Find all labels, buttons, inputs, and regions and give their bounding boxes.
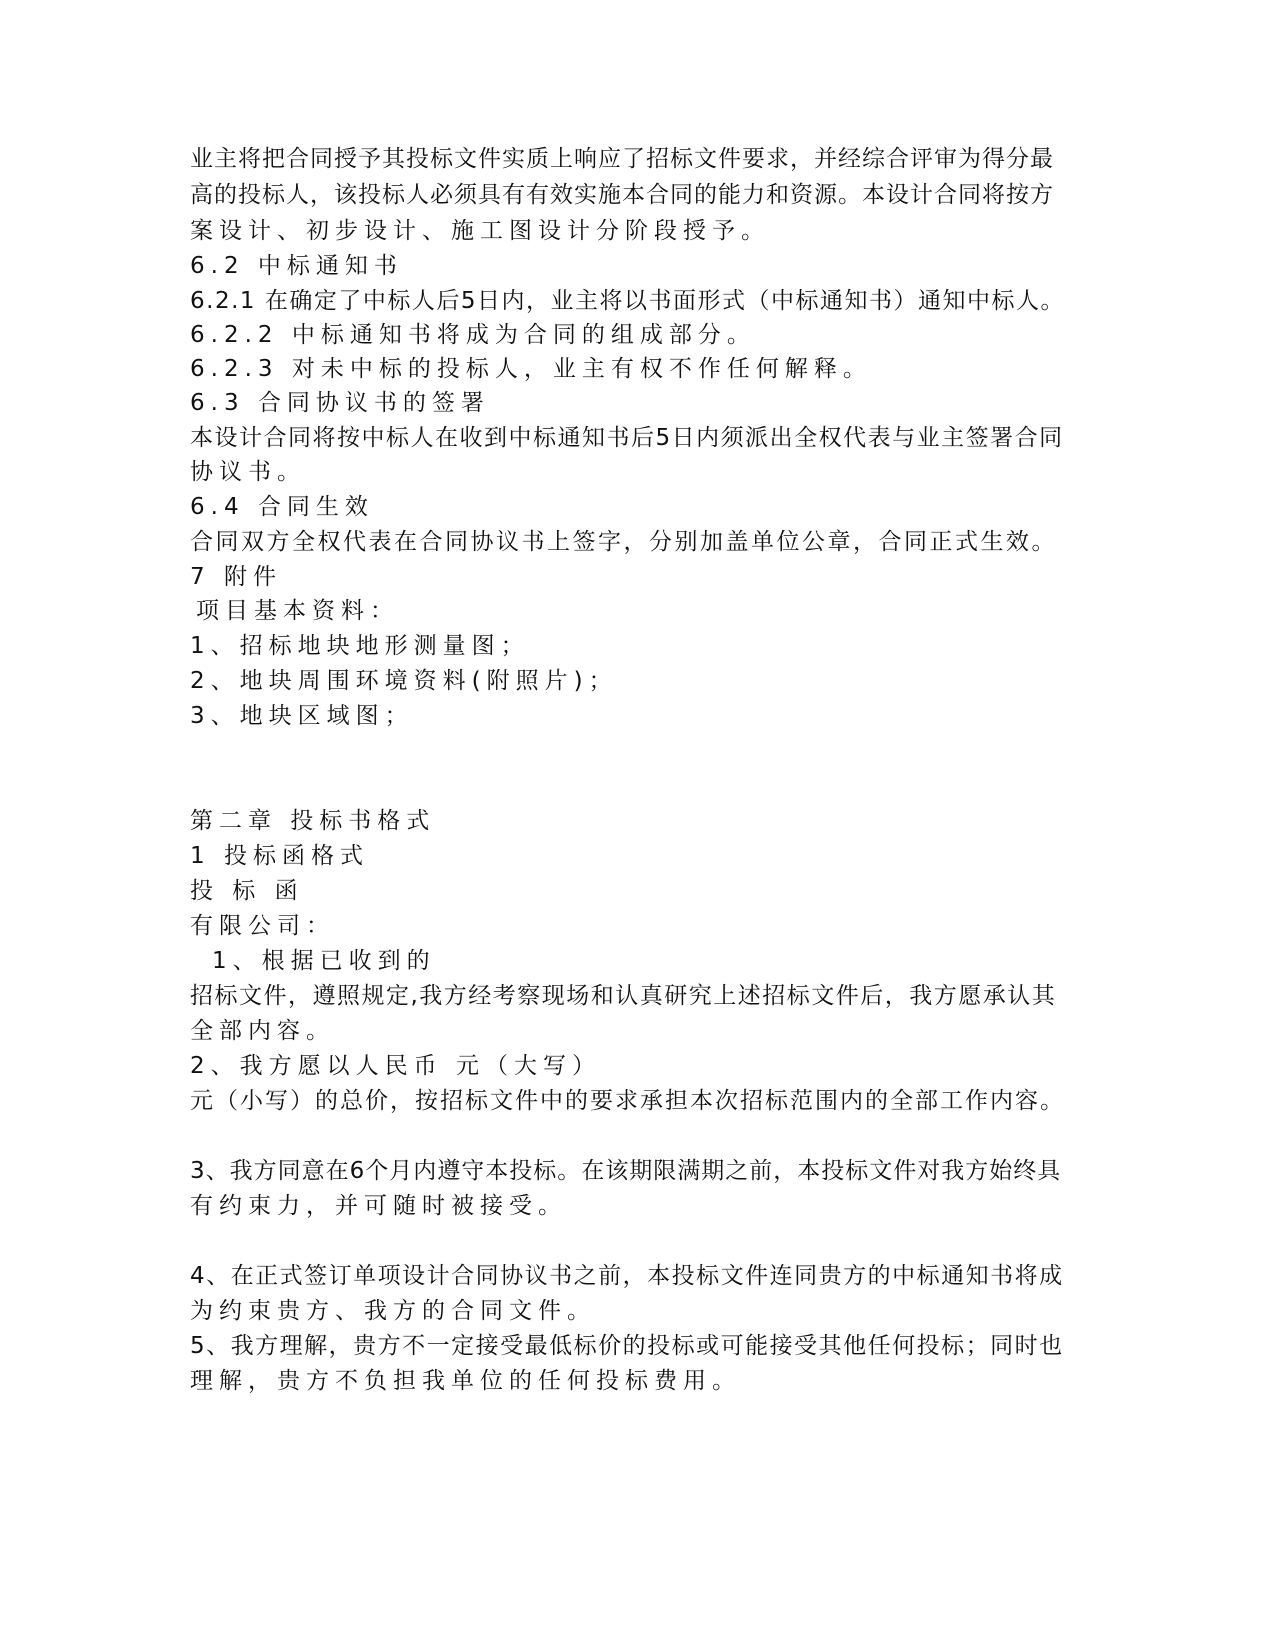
list-item: 5、我方理解，贵方不一定接受最低标价的投标或可能接受其他任何投标；同时也 xyxy=(190,1333,1064,1359)
text-line: 6.2.2 中标通知书将成为合同的组成部分。 xyxy=(190,322,756,348)
text-line: 招标文件，遵照规定,我方经考察现场和认真研究上述招标文件后，我方愿承认其 xyxy=(190,983,1057,1009)
text-line: 案设计、初步设计、施工图设计分阶段授予。 xyxy=(190,218,770,244)
text-line: 有限公司： xyxy=(190,913,335,939)
text-line: 6.2.1 在确定了中标人后5日内，业主将以书面形式（中标通知书）通知中标人。 xyxy=(190,288,1065,314)
list-item: 1、招标地块地形测量图； xyxy=(190,633,530,659)
chapter-heading: 第二章 投标书格式 xyxy=(190,808,436,834)
section-heading: 6.2 中标通知书 xyxy=(190,253,403,279)
text-line: 理解，贵方不负担我单位的任何投标费用。 xyxy=(190,1368,741,1394)
text-line: 全部内容。 xyxy=(190,1018,335,1044)
text-line: 有约束力，并可随时被接受。 xyxy=(190,1193,567,1219)
list-item: 1、根据已收到的 xyxy=(212,948,436,974)
section-heading: 7 附件 xyxy=(190,564,282,590)
list-item: 2、我方愿以人民币 元（大写） xyxy=(190,1053,601,1079)
text-line: 项目基本资料： xyxy=(196,598,399,624)
text-line: 6.2.3 对未中标的投标人，业主有权不作任何解释。 xyxy=(190,356,872,382)
list-item: 3、地块区域图； xyxy=(190,703,414,729)
form-title: 投 标 函 xyxy=(190,878,304,904)
text-line: 合同双方全权代表在合同协议书上签字，分别加盖单位公章，合同正式生效。 xyxy=(190,529,1057,555)
section-heading: 6.4 合同生效 xyxy=(190,494,374,520)
list-item: 2、地块周围环境资料(附照片)； xyxy=(190,668,618,694)
section-heading: 6.3 合同协议书的签署 xyxy=(190,390,490,416)
document-page xyxy=(190,0,1090,1650)
text-line: 为约束贵方、我方的合同文件。 xyxy=(190,1298,596,1324)
text-line: 高的投标人，该投标人必须具有有效实施本合同的能力和资源。本设计合同将按方 xyxy=(190,182,1054,208)
text-line: 协议书。 xyxy=(190,459,306,485)
list-item: 3、我方同意在6个月内遵守本投标。在该期限满期之前，本投标文件对我方始终具 xyxy=(190,1158,1062,1184)
list-item: 4、在正式签订单项设计合同协议书之前，本投标文件连同贵方的中标通知书将成 xyxy=(190,1263,1064,1289)
text-line: 业主将把合同授予其投标文件实质上响应了招标文件要求，并经综合评审为得分最 xyxy=(190,146,1054,172)
text-line: 本设计合同将按中标人在收到中标通知书后5日内须派出全权代表与业主签署合同 xyxy=(190,425,1064,451)
text-line: 元（小写）的总价，按招标文件中的要求承担本次招标范围内的全部工作内容。 xyxy=(190,1088,1065,1114)
section-heading: 1 投标函格式 xyxy=(190,843,369,869)
